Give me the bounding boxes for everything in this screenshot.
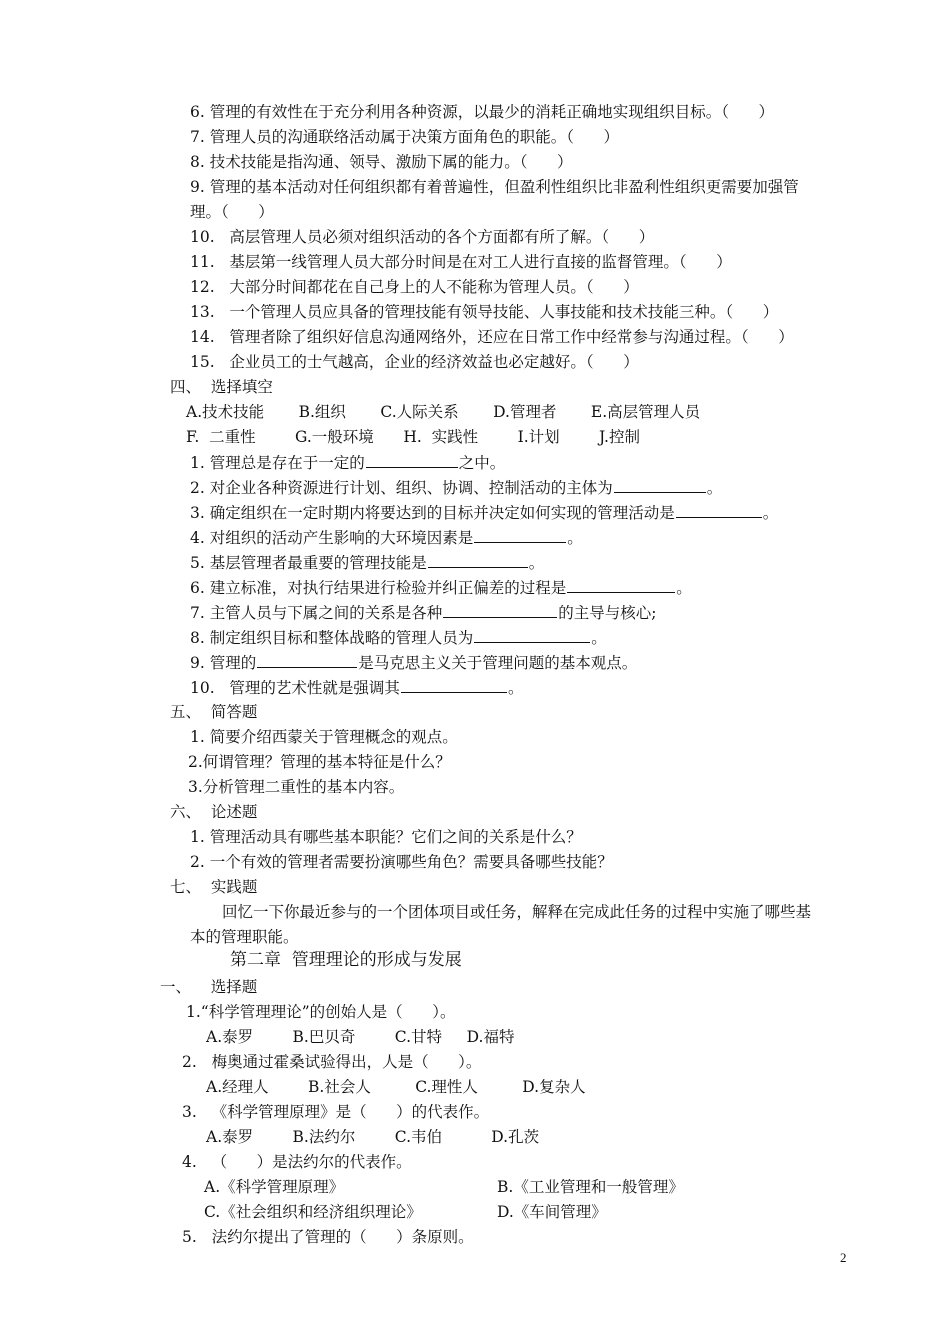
fill-item-4: [190, 527, 583, 548]
choice-q3-options: A.泰罗 B.法约尔 C.韦伯 D.孔茨: [206, 1128, 540, 1146]
choice-q2: 2. 梅奥通过霍桑试验得出，人是（ ）。: [182, 1053, 482, 1071]
choice-q3: 3. 《科学管理原理》是（ ）的代表作。: [182, 1103, 490, 1121]
choice-q4: 4. （ ）是法约尔的代表作。: [182, 1153, 412, 1171]
judge-item-12: 12. 大部分时间都花在自己身上的人不能称为管理人员。（ ）: [190, 278, 639, 296]
fill-text-before: 6. 建立标准，对执行结果进行检验并纠正偏差的过程是: [190, 579, 567, 597]
essay-2: 2. 一个有效的管理者需要扮演哪些角色？需要具备哪些技能？: [190, 853, 613, 871]
page-number: 2: [840, 1250, 847, 1265]
answer-blank: [366, 452, 458, 468]
practice-text-line1: 回忆一下你最近参与的一个团体项目或任务，解释在完成此任务的过程中实施了哪些基: [222, 903, 812, 921]
answer-blank: [614, 477, 706, 493]
judge-item-9: 9. 管理的基本活动对任何组织都有着普遍性，但盈利性组织比非盈利性组织更需要加强管: [190, 178, 799, 196]
practice-text-line2: 本的管理职能。: [190, 928, 299, 946]
chapter2-section1-title: 一、 选择题: [160, 978, 258, 996]
choice-q4-option-a: A.《科学管理原理》: [204, 1178, 345, 1196]
fill-text-before: 5. 基层管理者最重要的管理技能是: [190, 554, 427, 572]
fill-item-8: [190, 627, 607, 648]
fill-text-after: 之中。: [458, 454, 506, 472]
section4-options-row2: F. 二重性 G.一般环境 H. 实践性 I.计划 J.控制: [186, 428, 640, 446]
fill-item-1: [190, 452, 505, 473]
choice-q4-option-b: B.《工业管理和一般管理》: [497, 1178, 684, 1196]
fill-text-before: 8. 制定组织目标和整体战略的管理人员为: [190, 629, 474, 647]
section4-options-row1: A.技术技能 B.组织 C.人际关系 D.管理者 E.高层管理人员: [186, 403, 701, 421]
section6-title: 六、 论述题: [170, 803, 258, 821]
judge-item-13: 13. 一个管理人员应具备的管理技能有领导技能、人事技能和技术技能三种。（ ）: [190, 303, 779, 321]
choice-q4-option-c: C.《社会组织和经济组织理论》: [204, 1203, 422, 1221]
short-answer-1: 1. 简要介绍西蒙关于管理概念的观点。: [190, 728, 458, 746]
fill-text-before: 9. 管理的: [190, 654, 257, 672]
fill-text-before: 1. 管理总是存在于一定的: [190, 454, 365, 472]
judge-item-9-cont: 理。（ ）: [190, 203, 274, 221]
choice-q4-option-d: D.《车间管理》: [497, 1203, 607, 1221]
short-answer-3: 3.分析管理二重性的基本内容。: [188, 778, 405, 796]
fill-item-7: [190, 602, 656, 623]
choice-q2-options: A.经理人 B.社会人 C.理性人 D.复杂人: [206, 1078, 586, 1096]
fill-text-after: 。: [676, 579, 692, 597]
section5-title: 五、 简答题: [170, 703, 258, 721]
answer-blank: [401, 677, 507, 693]
answer-blank: [474, 627, 590, 643]
judge-item-14: 14. 管理者除了组织好信息沟通网络外，还应在日常工作中经常参与沟通过程。（ ）: [190, 328, 794, 346]
fill-item-2: [190, 477, 722, 498]
fill-text-after: 是马克思主义关于管理问题的基本观点。: [358, 654, 638, 672]
fill-text-after: 的主导与核心;: [558, 604, 657, 622]
fill-text-before: 4. 对组织的活动产生影响的大环境因素是: [190, 529, 474, 547]
fill-text-after: 。: [507, 679, 524, 697]
fill-text-before: 3. 确定组织在一定时期内将要达到的目标并决定如何实现的管理活动是: [190, 504, 675, 522]
fill-text-before: 10. 管理的艺术性就是强调其: [190, 679, 400, 697]
fill-item-10: [190, 677, 523, 698]
section7-title: 七、 实践题: [170, 878, 258, 896]
fill-item-9: [190, 652, 637, 673]
choice-q5: 5. 法约尔提出了管理的（ ）条原则。: [182, 1228, 474, 1246]
fill-item-3: [190, 502, 778, 523]
fill-item-6: [190, 577, 692, 598]
answer-blank: [676, 502, 762, 518]
answer-blank: [257, 652, 357, 668]
short-answer-2: 2.何谓管理？管理的基本特征是什么？: [188, 753, 451, 771]
answer-blank: [428, 552, 528, 568]
fill-text-after: 。: [528, 554, 545, 572]
fill-text-before: 2. 对企业各种资源进行计划、组织、协调、控制活动的主体为: [190, 479, 613, 497]
choice-q1-options: A.泰罗 B.巴贝奇 C.甘特 D.福特: [206, 1028, 515, 1046]
choice-q1: 1.“科学管理理论”的创始人是（ ）。: [186, 1003, 456, 1021]
fill-text-after: 。: [706, 479, 723, 497]
fill-text-after: 。: [762, 504, 779, 522]
chapter-title: 第二章 管理理论的形成与发展: [230, 950, 462, 970]
section4-title: 四、 选择填空: [170, 378, 273, 396]
fill-text-after: 。: [591, 629, 607, 647]
judge-item-7: 7. 管理人员的沟通联络活动属于决策方面角色的职能。（ ）: [190, 128, 620, 146]
answer-blank: [567, 577, 675, 593]
judge-item-6: 6. 管理的有效性在于充分利用各种资源，以最少的消耗正确地实现组织目标。（ ）: [190, 103, 775, 121]
judge-item-11: 11. 基层第一线管理人员大部分时间是在对工人进行直接的监督管理。（ ）: [190, 253, 732, 271]
fill-text-after: 。: [567, 529, 583, 547]
fill-item-5: [190, 552, 544, 573]
judge-item-8: 8. 技术技能是指沟通、领导、激励下属的能力。（ ）: [190, 153, 573, 171]
answer-blank: [443, 602, 557, 618]
answer-blank: [474, 527, 566, 543]
essay-1: 1. 管理活动具有哪些基本职能？它们之间的关系是什么？: [190, 828, 582, 846]
fill-text-before: 7. 主管人员与下属之间的关系是各种: [190, 604, 443, 622]
judge-item-15: 15. 企业员工的士气越高，企业的经济效益也必定越好。（ ）: [190, 353, 639, 371]
judge-item-10: 10. 高层管理人员必须对组织活动的各个方面都有所了解。（ ）: [190, 228, 655, 246]
